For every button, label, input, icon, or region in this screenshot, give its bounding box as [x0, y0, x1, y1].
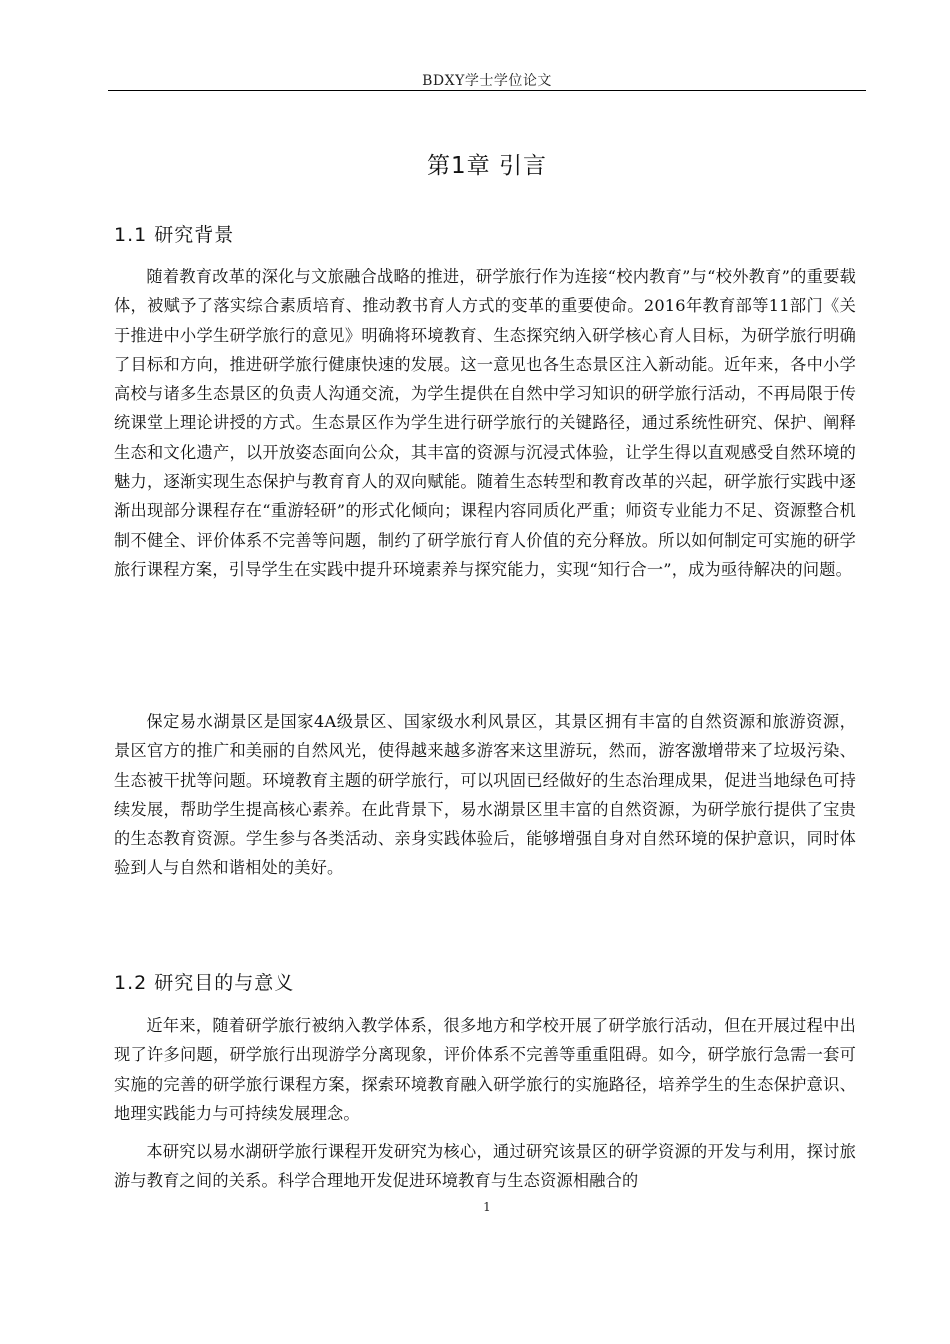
paragraph: 随着教育改革的深化与文旅融合战略的推进，研学旅行作为连接“校内教育”与“校外教育”的重要载体，被赋予了落实综合素质培育、推动教书育人方式的变革的重要使命。2016年教育部等11部门《关于推进中小学生研学旅行的意见》明确将环境教育、生态探究纳入研学核心育人目标，为研学旅行明确了目标和方向，推进研学旅行健康快速的发展。这一意见也各生态景区注入新动能。近年来，各中小学高校与诸多生态景区的负责人沟通交流，为学生提供在自然中学习知识的研学旅行活动，不再局限于传统课堂上理论讲授的方式。生态景区作为学生进行研学旅行的关键路径，通过系统性研究、保护、阐释生态和文化遗产，以开放姿态面向公众，其丰富的资源与沉浸式体验，让学生得以直观感受自然环境的魅力，逐渐实现生态保护与教育育人的双向赋能。随着生态转型和教育改革的兴起，研学旅行实践中逐渐出现部分课程存在“重游轻研”的形式化倾向；课程内容同质化严重；师资专业能力不足、资源整合机制不健全、评价体系不完善等问题，制约了研学旅行育人价值的充分释放。所以如何制定可实施的研学旅行课程方案，引导学生在实践中提升环境素养与探究能力，实现“知行合一”，成为亟待解决的问题。 [114, 267, 856, 579]
chapter-title: 第1章 引言 [427, 153, 547, 179]
page-number: 1 [483, 1200, 491, 1214]
paragraph: 保定易水湖景区是国家4A级景区、国家级水利风景区，其景区拥有丰富的自然资源和旅游资源，景区官方的推广和美丽的自然风光，使得越来越多游客来这里游玩，然而，游客激增带来了垃圾污染、生态被干扰等问题。环境教育主题的研学旅行，可以巩固已经做好的生态治理成果，促进当地绿色可持续发展，帮助学生提高核心素养。在此背景下，易水湖景区里丰富的自然资源，为研学旅行提供了宝贵的生态教育资源。学生参与各类活动、亲身实践体验后，能够增强自身对自然环境的保护意识，同时体验到人与自然和谐相处的美好。 [114, 712, 856, 878]
section-heading-background: 1.1 研究背景 [114, 224, 235, 246]
running-header: BDXY学士学位论文 [422, 73, 552, 89]
section-heading-purpose: 1.2 研究目的与意义 [114, 972, 295, 994]
header-divider [108, 90, 866, 91]
paragraph: 本研究以易水湖研学旅行课程开发研究为核心，通过研究该景区的研学资源的开发与利用，探讨旅游与教育之间的关系。科学合理地开发促进环境教育与生态资源相融合的 [114, 1142, 856, 1191]
paragraph: 近年来，随着研学旅行被纳入教学体系，很多地方和学校开展了研学旅行活动，但在开展过程中出现了许多问题，研学旅行出现游学分离现象，评价体系不完善等重重阻碍。如今，研学旅行急需一套可实施的完善的研学旅行课程方案，探索环境教育融入研学旅行的实施路径，培养学生的生态保护意识、地理实践能力与可持续发展理念。 [114, 1016, 856, 1123]
